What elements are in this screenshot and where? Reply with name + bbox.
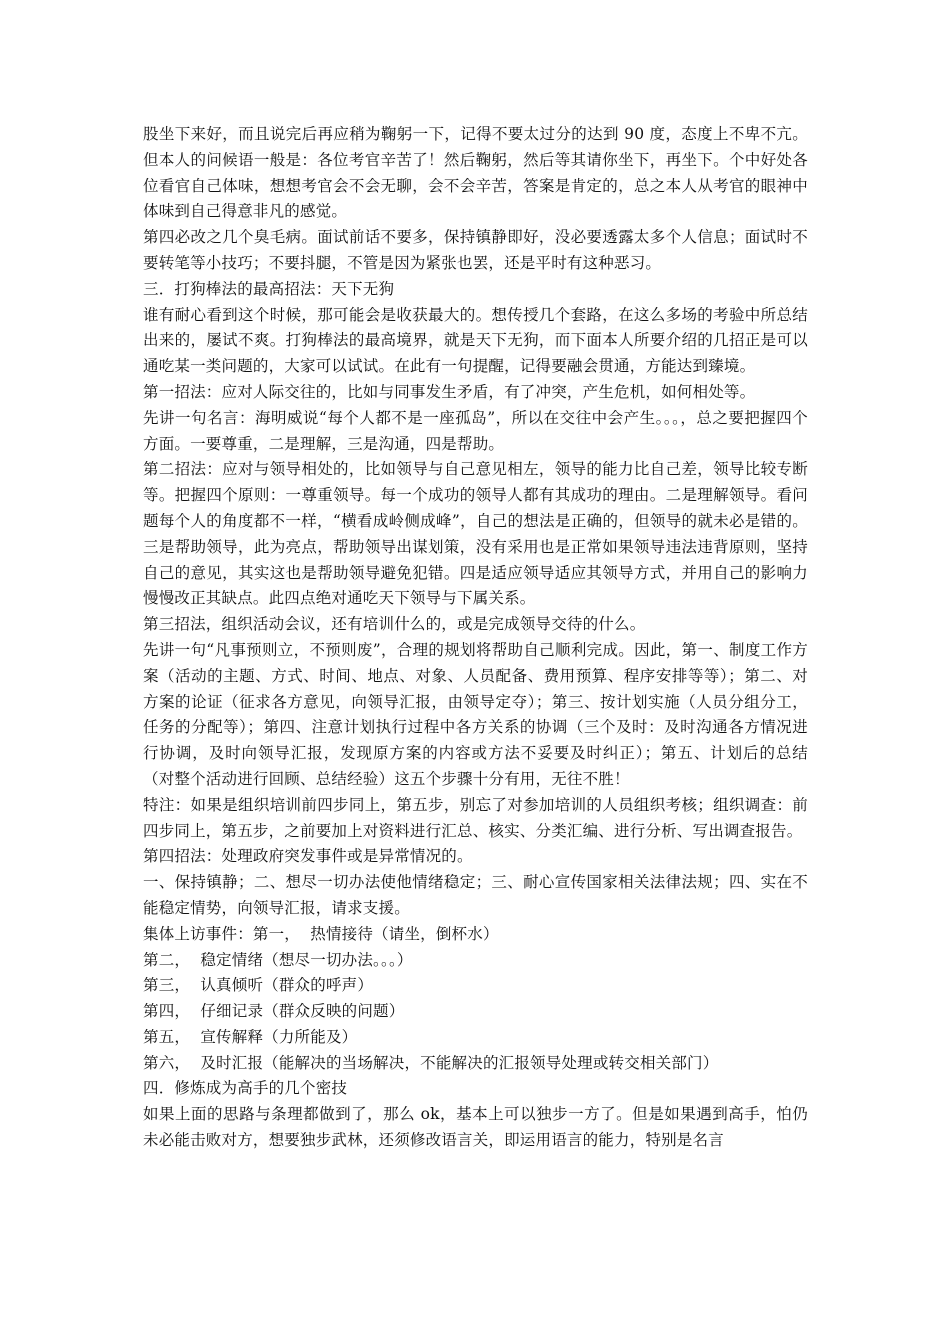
paragraph: 先讲一句名言：海明威说“每个人都不是一座孤岛”，所以在交往中会产生。。。，总之要把握四个方面。一要尊重，二是理解，三是沟通，四是帮助。: [143, 408, 808, 453]
paragraph: 第四招法：处理政府突发事件或是异常情况的。: [143, 847, 473, 866]
list-item: 第三， 认真倾听（群众的呼声）: [143, 976, 374, 995]
document-body: [143, 122, 808, 1154]
paragraph: 第一招法：应对人际交往的，比如与同事发生矛盾，有了冲突，产生危机，如何相处等。: [143, 382, 756, 401]
paragraph: 特注：如果是组织培训前四步同上，第五步，别忘了对参加培训的人员组织考核；组织调查：前四步同上，第五步，之前要加上对资料进行汇总、核实、分类汇编、进行分析、写出调查报告。: [143, 795, 808, 840]
list-item: 第五， 宣传解释（力所能及）: [143, 1027, 358, 1046]
paragraph: 先讲一句“凡事预则立，不预则废”，合理的规划将帮助自己顺利完成。因此，第一、制度工作方案（活动的主题、方式、时间、地点、对象、人员配备、费用预算、程序安排等等）；第二、对方案的论证（征求各方意见，向领导汇报，由领导定夺）；第三、按计划实施（人员分组分工，任务的分配等）；第四、注意计划执行过程中各方关系的协调（三个及时：及时沟通各方情况进行协调，及时向领导汇报，发现原方案的内容或方法不妥要及时纠正）；第五、计划后的总结（对整个活动进行回顾、总结经验）这五个步骤十分有用，无往不胜！: [143, 640, 808, 788]
paragraph: 一、保持镇静；二、想尽一切办法使他情绪稳定；三、耐心宣传国家相关法律法规；四、实在不能稳定情势，向领导汇报，请求支援。: [143, 873, 808, 917]
list-item: 集体上访事件：第一， 热情接待（请坐，倒杯水）: [143, 924, 499, 943]
paragraph: 股坐下来好，而且说完后再应稍为鞠躬一下，记得不要太过分的达到 90 度，态度上不卑不亢。但本人的问候语一般是：各位考官辛苦了！然后鞠躬，然后等其请你坐下，再坐下。个中好处各位看官自己体味，想想考官会不会无聊，会不会辛苦，答案是肯定的，总之本人从考官的眼神中体味到自己得意非凡的感觉。: [143, 125, 808, 221]
section-heading: 三．打狗棒法的最高招法：天下无狗: [143, 279, 395, 298]
list-item: 第六， 及时汇报（能解决的当场解决，不能解决的汇报领导处理或转交相关部门）: [143, 1053, 719, 1072]
paragraph: 如果上面的思路与条理都做到了，那么 ok，基本上可以独步一方了。但是如果遇到高手，怕仍未必能击败对方，想要独步武林，还须修改语言关，即运用语言的能力，特别是名言: [143, 1105, 808, 1150]
section-heading: 四．修炼成为高手的几个密技: [143, 1079, 348, 1098]
list-item: 第四， 仔细记录（群众反映的问题）: [143, 1002, 405, 1021]
paragraph: 谁有耐心看到这个时候，那可能会是收获最大的。想传授几个套路，在这么多场的考验中所总结出来的，屡试不爽。打狗棒法的最高境界，就是天下无狗，而下面本人所要介绍的几招正是可以通吃某一类问题的，大家可以试试。在此有一句提醒，记得要融会贯通，方能达到臻境。: [143, 305, 808, 376]
paragraph: 第二招法：应对与领导相处的，比如领导与自己意见相左，领导的能力比自己差，领导比较专断等。把握四个原则：一尊重领导。每一个成功的领导人都有其成功的理由。二是理解领导。看问题每个人的角度都不一样，“横看成岭侧成峰”，自己的想法是正确的，但领导的就未必是错的。三是帮助领导，此为亮点，帮助领导出谋划策，没有采用也是正常如果领导违法违背原则，坚持自己的意见，其实这也是帮助领导避免犯错。四是适应领导适应其领导方式，并用自己的影响力慢慢改正其缺点。此四点绝对通吃天下领导与下属关系。: [143, 460, 808, 608]
list-item: 第二， 稳定情绪（想尽一切办法。。。）: [143, 950, 413, 969]
paragraph: 第三招法，组织活动会议，还有培训什么的，或是完成领导交待的什么。: [143, 615, 646, 634]
paragraph: 第四必改之几个臭毛病。面试前话不要多，保持镇静即好，没必要透露太多个人信息；面试时不要转笔等小技巧；不要抖腿，不管是因为紧张也罢，还是平时有这种恶习。: [143, 228, 808, 272]
